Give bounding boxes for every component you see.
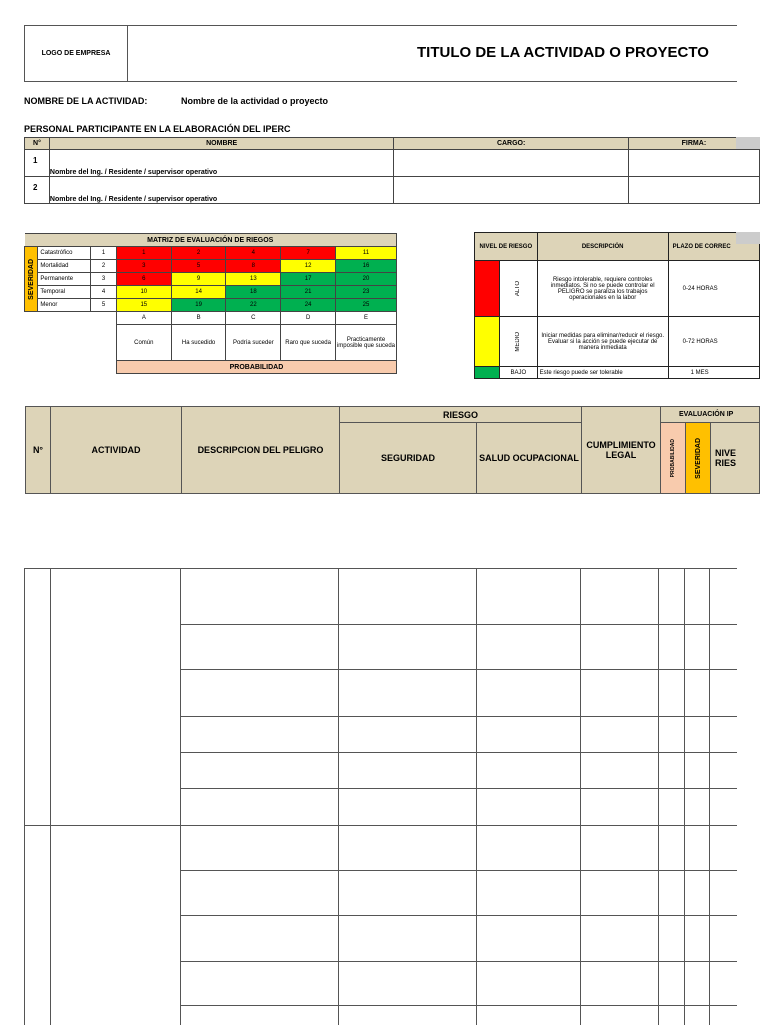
level-description: Este riesgo puede ser tolerable (537, 367, 668, 379)
col-cargo: CARGO: (394, 138, 628, 150)
col-cumplimiento-legal: CUMPLIMIENTO LEGAL (582, 407, 661, 494)
col-severidad: SEVERIDAD (686, 423, 711, 494)
grid-line (709, 569, 710, 1025)
grid-line (658, 569, 659, 1025)
col-evaluacion: EVALUACIÓN IP (661, 407, 760, 423)
matrix-blank (25, 325, 117, 361)
severity-number: 5 (91, 299, 117, 312)
grid-line (180, 915, 737, 916)
row-name[interactable]: Nombre del Ing. / Residente / supervisor operativo (49, 150, 394, 177)
col-numero: N° (26, 407, 51, 494)
matrix-cell: 4 (226, 247, 281, 260)
grid-line (180, 1005, 737, 1006)
level-plazo: 0-24 HORAS (668, 261, 759, 317)
row-name[interactable]: Nombre del Ing. / Residente / supervisor operativo (49, 177, 394, 204)
severity-number: 3 (91, 273, 117, 286)
matrix-cell: 2 (171, 247, 226, 260)
matrix-cell: 13 (226, 273, 281, 286)
severity-name: Permanente (38, 273, 91, 286)
matrix-cell: 17 (281, 273, 336, 286)
grid-line (684, 569, 685, 1025)
severity-name: Catastrófico (38, 247, 91, 260)
row-firma[interactable] (628, 150, 759, 177)
level-label: MEDIO (500, 317, 538, 367)
level-plazo: 0-72 HORAS (668, 317, 759, 367)
matrix-cell: 6 (116, 273, 171, 286)
legend-header-plazo: PLAZO DE CORREC (668, 233, 759, 261)
grid-line (180, 870, 737, 871)
level-color-high (475, 261, 500, 317)
grid-line (180, 716, 737, 717)
iperc-body-grid (24, 568, 737, 1025)
level-color-medium (475, 317, 500, 367)
matrix-cell: 1 (116, 247, 171, 260)
page-title: TITULO DE LA ACTIVIDAD O PROYECTO (417, 44, 709, 61)
grid-line (180, 961, 737, 962)
severity-name: Menor (38, 299, 91, 312)
matrix-cell: 15 (116, 299, 171, 312)
grid-line (180, 788, 737, 789)
severity-name: Temporal (38, 286, 91, 299)
col-nombre: NOMBRE (49, 138, 394, 150)
grid-line (180, 752, 737, 753)
col-riesgo: RIESGO (340, 407, 582, 423)
level-label: ALTO (500, 261, 538, 317)
risk-matrix (24, 233, 397, 374)
matrix-cell: 3 (116, 260, 171, 273)
probability-desc: Ha sucedido (171, 325, 226, 361)
level-label: BAJO (500, 367, 538, 379)
activity-label: NOMBRE DE LA ACTIVIDAD: (24, 96, 148, 106)
level-color-low (475, 367, 500, 379)
personnel-table (24, 137, 760, 204)
matrix-cell: 25 (336, 299, 397, 312)
probability-desc: Raro que suceda (281, 325, 336, 361)
matrix-blank (25, 312, 117, 325)
severity-number: 2 (91, 260, 117, 273)
severity-name: Mortalidad (38, 260, 91, 273)
col-actividad: ACTIVIDAD (51, 407, 182, 494)
grid-line (180, 669, 737, 670)
probability-letter: B (171, 312, 226, 325)
personnel-row (25, 150, 760, 177)
personnel-header-row (25, 138, 760, 150)
probability-letter: A (116, 312, 171, 325)
probability-desc: Común (116, 325, 171, 361)
grid-line (338, 569, 339, 1025)
level-description: Riesgo intolerable, requiere controles inmediatos. Si no se puede controlar el PELIGRO se paraliza los trabajos operacionales en la labor (537, 261, 668, 317)
probability-letter: E (336, 312, 397, 325)
col-salud-ocupacional: SALUD OCUPACIONAL (477, 423, 582, 494)
col-firma: FIRMA: (628, 138, 759, 150)
matrix-cell: 9 (171, 273, 226, 286)
iperc-header-table (25, 406, 760, 494)
probability-letter: D (281, 312, 336, 325)
header-box (24, 25, 737, 82)
grid-line (25, 825, 181, 826)
matrix-cell: 19 (171, 299, 226, 312)
col-descripcion-peligro: DESCRIPCION DEL PELIGRO (182, 407, 340, 494)
legend-header-desc: DESCRIPCIÓN (537, 233, 668, 261)
logo-cell (25, 26, 128, 81)
col-n: N° (25, 138, 50, 150)
matrix-cell: 23 (336, 286, 397, 299)
row-cargo[interactable] (394, 177, 628, 204)
matrix-title: MATRIZ DE EVALUACIÓN DE RIEGOS (25, 234, 397, 247)
row-number: 2 (25, 177, 50, 204)
severity-number: 1 (91, 247, 117, 260)
risk-level-legend (474, 232, 760, 379)
grid-line (580, 569, 581, 1025)
severity-label: SEVERIDAD (25, 247, 38, 312)
row-firma[interactable] (628, 177, 759, 204)
matrix-cell: 11 (336, 247, 397, 260)
grid-line (50, 569, 51, 1025)
legend-header-nivel: NIVEL DE RIESGO (475, 233, 538, 261)
personnel-title: PERSONAL PARTICIPANTE EN LA ELABORACIÓN DEL IPERC (24, 124, 291, 134)
matrix-cell: 20 (336, 273, 397, 286)
activity-value: Nombre de la actividad o proyecto (181, 96, 329, 106)
probability-label: PROBABILIDAD (116, 361, 396, 374)
probability-desc: Podría suceder (226, 325, 281, 361)
col-nivel-riesgo: NIVE RIES (711, 423, 760, 494)
matrix-blank (25, 361, 117, 374)
level-plazo: 1 MES (668, 367, 759, 379)
grid-line (180, 569, 181, 1025)
sheet-edge-marker (736, 232, 760, 244)
grid-line (180, 825, 737, 826)
matrix-cell: 14 (171, 286, 226, 299)
sheet-edge-marker (736, 137, 760, 149)
probability-desc: Practicamente imposible que suceda (336, 325, 397, 361)
matrix-cell: 12 (281, 260, 336, 273)
col-probabilidad: PROBABILIDAD (661, 423, 686, 494)
matrix-cell: 16 (336, 260, 397, 273)
matrix-cell: 21 (281, 286, 336, 299)
matrix-cell: 18 (226, 286, 281, 299)
row-cargo[interactable] (394, 150, 628, 177)
col-seguridad: SEGURIDAD (340, 423, 477, 494)
probability-letter: C (226, 312, 281, 325)
matrix-cell: 5 (171, 260, 226, 273)
row-number: 1 (25, 150, 50, 177)
matrix-cell: 24 (281, 299, 336, 312)
personnel-row (25, 177, 760, 204)
matrix-cell: 10 (116, 286, 171, 299)
level-description: Iniciar medidas para eliminar/reducir el riesgo. Evaluar si la acción se puede ejecutar de manera inmediata (537, 317, 668, 367)
matrix-cell: 22 (226, 299, 281, 312)
grid-line (476, 569, 477, 1025)
severity-number: 4 (91, 286, 117, 299)
matrix-cell: 8 (226, 260, 281, 273)
grid-line (180, 624, 737, 625)
logo-placeholder: LOGO DE EMPRESA (41, 50, 111, 57)
matrix-cell: 7 (281, 247, 336, 260)
